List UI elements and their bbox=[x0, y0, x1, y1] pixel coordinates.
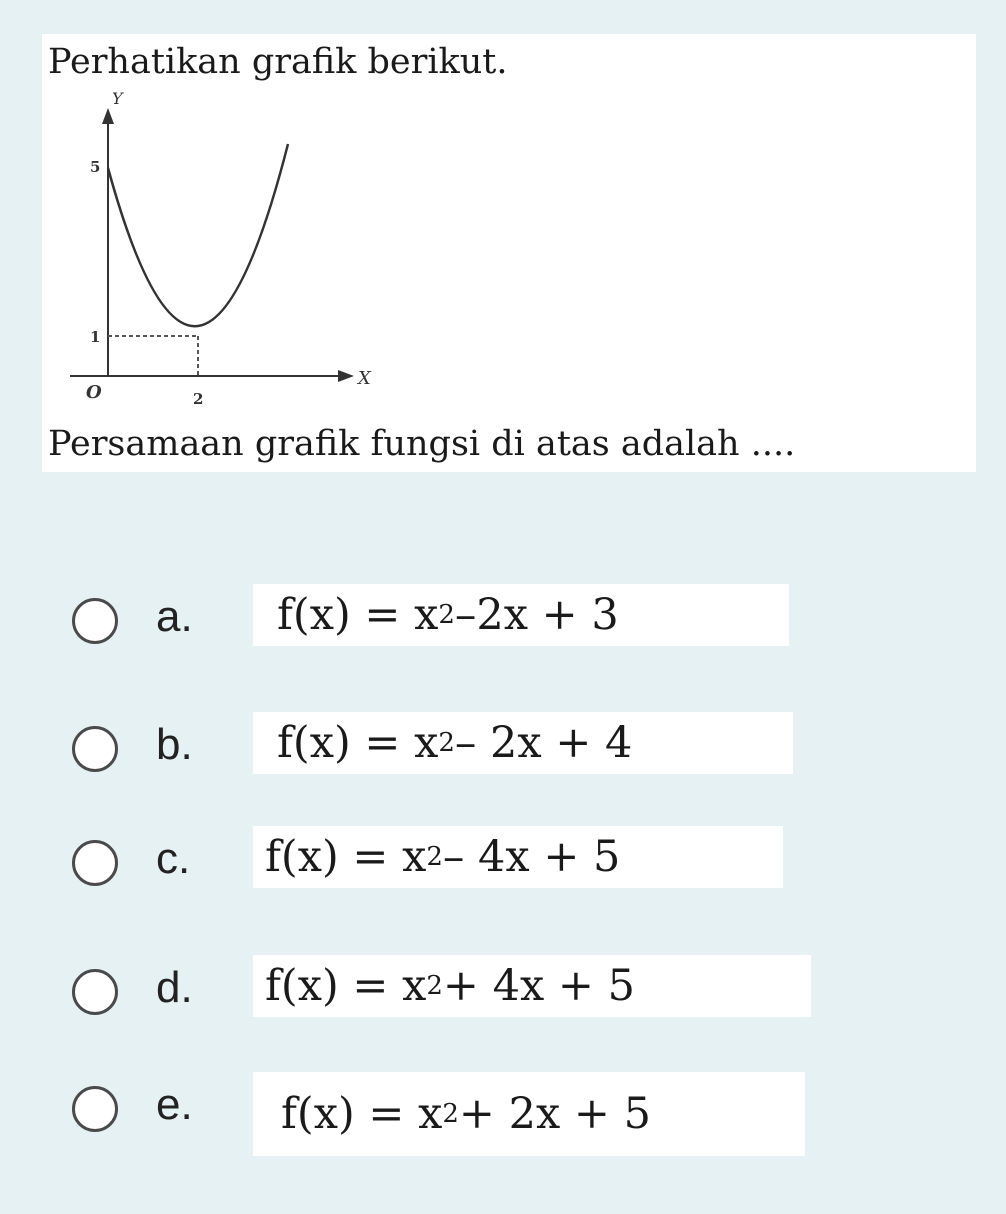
option-letter: a. bbox=[156, 592, 193, 641]
y-axis-arrow bbox=[102, 108, 114, 124]
radio-button-b[interactable] bbox=[72, 726, 118, 772]
formula-rhs: – 2x + 4 bbox=[454, 718, 633, 768]
y-tick-5: 5 bbox=[90, 158, 101, 176]
option-formula[interactable] bbox=[253, 826, 783, 888]
question-prompt: Perhatikan grafik berikut. bbox=[48, 42, 508, 82]
x-axis-label: X bbox=[358, 368, 371, 389]
formula-rhs: –2x + 3 bbox=[454, 590, 619, 640]
parabola-curve bbox=[108, 144, 288, 326]
option-b[interactable] bbox=[72, 712, 832, 792]
formula-exponent: 2 bbox=[442, 1099, 459, 1129]
option-c[interactable] bbox=[72, 826, 832, 906]
formula-rhs: + 2x + 5 bbox=[458, 1089, 651, 1139]
option-formula[interactable] bbox=[253, 584, 789, 646]
option-letter: b. bbox=[156, 720, 193, 769]
option-letter: c. bbox=[156, 834, 191, 883]
formula-exponent: 2 bbox=[426, 842, 443, 872]
x-tick-2: 2 bbox=[193, 390, 204, 408]
radio-button-a[interactable] bbox=[72, 598, 118, 644]
formula-lhs: f(x) = x bbox=[265, 832, 427, 882]
option-a[interactable] bbox=[72, 584, 832, 664]
formula-exponent: 2 bbox=[438, 600, 455, 630]
formula-lhs: f(x) = x bbox=[281, 1089, 443, 1139]
option-letter: e. bbox=[156, 1080, 193, 1129]
formula-lhs: f(x) = x bbox=[277, 718, 439, 768]
formula-lhs: f(x) = x bbox=[277, 590, 439, 640]
parabola-graph bbox=[48, 86, 388, 422]
option-formula[interactable] bbox=[253, 1072, 805, 1156]
question-card bbox=[42, 34, 976, 472]
formula-exponent: 2 bbox=[438, 728, 455, 758]
question-text: Persamaan grafik fungsi di atas adalah .... bbox=[48, 424, 796, 464]
formula-exponent: 2 bbox=[426, 971, 443, 1001]
x-axis-arrow bbox=[338, 370, 354, 382]
radio-button-d[interactable] bbox=[72, 969, 118, 1015]
y-axis-label: Y bbox=[112, 89, 123, 108]
option-letter: d. bbox=[156, 963, 193, 1012]
option-formula[interactable] bbox=[253, 712, 793, 774]
origin-label: O bbox=[86, 382, 102, 403]
y-tick-1: 1 bbox=[90, 328, 101, 346]
radio-button-c[interactable] bbox=[72, 840, 118, 886]
option-d[interactable] bbox=[72, 955, 832, 1035]
option-e[interactable] bbox=[72, 1072, 832, 1152]
formula-rhs: + 4x + 5 bbox=[442, 961, 635, 1011]
radio-button-e[interactable] bbox=[72, 1086, 118, 1132]
formula-lhs: f(x) = x bbox=[265, 961, 427, 1011]
option-formula[interactable] bbox=[253, 955, 811, 1017]
formula-rhs: – 4x + 5 bbox=[442, 832, 621, 882]
